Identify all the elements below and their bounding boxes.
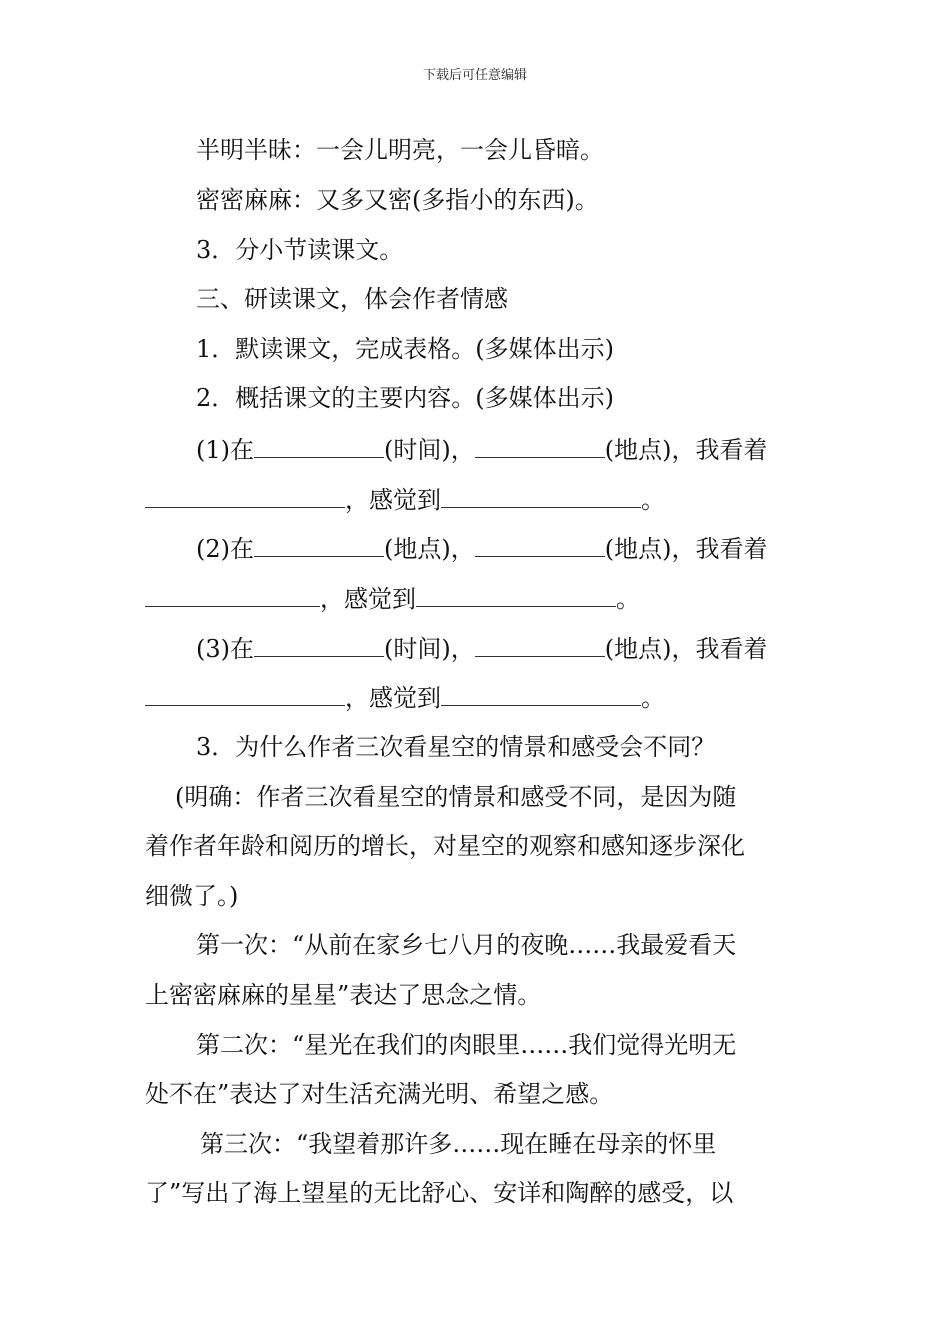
text-line: 2．概括课文的主要内容。(多媒体出示) bbox=[196, 384, 614, 412]
text-line: 1．默读课文，完成表格。(多媒体出示) bbox=[196, 335, 614, 363]
fill-in-line bbox=[196, 532, 767, 565]
text-segment: 。 bbox=[616, 585, 640, 613]
blank-field[interactable] bbox=[475, 532, 605, 557]
text-segment: (地点)，我看着 bbox=[604, 535, 768, 563]
text-segment: (时间)， bbox=[384, 635, 475, 663]
text-line: 三、研读课文，体会作者情感 bbox=[196, 285, 508, 313]
fill-in-line bbox=[145, 582, 640, 615]
fill-in-line bbox=[145, 681, 665, 714]
blank-field[interactable] bbox=[145, 483, 345, 508]
page-header: 下载后可任意编辑 bbox=[422, 68, 527, 83]
text-segment: ，感觉到 bbox=[345, 486, 441, 514]
text-segment: (地点)，我看着 bbox=[604, 436, 768, 464]
blank-field[interactable] bbox=[475, 632, 605, 657]
text-line: 半明半昧：一会儿明亮，一会儿昏暗。 bbox=[196, 136, 604, 164]
text-line: 3．为什么作者三次看星空的情景和感受会不同？ bbox=[196, 733, 716, 761]
blank-field[interactable] bbox=[441, 483, 641, 508]
fill-in-line bbox=[145, 483, 665, 516]
text-segment: 。 bbox=[641, 684, 665, 712]
blank-field[interactable] bbox=[475, 433, 605, 458]
blank-field[interactable] bbox=[254, 532, 384, 557]
blank-field[interactable] bbox=[441, 681, 641, 706]
text-line: 第一次：“从前在家乡七八月的夜晚……我最爱看天 bbox=[196, 931, 737, 959]
text-line: 细微了。) bbox=[145, 882, 239, 910]
blank-field[interactable] bbox=[145, 582, 320, 607]
blank-field[interactable] bbox=[254, 433, 384, 458]
text-line: 第三次：“我望着那许多……现在睡在母亲的怀里 bbox=[200, 1130, 717, 1158]
text-segment: 。 bbox=[641, 486, 665, 514]
text-line: 处不在”表达了对生活充满光明、希望之感。 bbox=[145, 1080, 614, 1108]
fill-in-line bbox=[196, 632, 767, 665]
text-line: (明确：作者三次看星空的情景和感受不同，是因为随 bbox=[175, 783, 737, 811]
blank-field[interactable] bbox=[254, 632, 384, 657]
text-line: 3．分小节读课文。 bbox=[196, 236, 404, 264]
text-segment: (地点)， bbox=[384, 535, 475, 563]
text-line: 着作者年龄和阅历的增长，对星空的观察和感知逐步深化 bbox=[145, 832, 745, 860]
blank-field[interactable] bbox=[416, 582, 616, 607]
text-segment: (时间)， bbox=[384, 436, 475, 464]
text-line: 第二次：“星光在我们的肉眼里……我们觉得光明无 bbox=[196, 1031, 737, 1059]
fill-in-line bbox=[196, 433, 767, 466]
text-segment: (3)在 bbox=[196, 635, 254, 663]
text-segment: ，感觉到 bbox=[345, 684, 441, 712]
text-segment: ，感觉到 bbox=[320, 585, 416, 613]
blank-field[interactable] bbox=[145, 681, 345, 706]
text-line: 密密麻麻：又多又密(多指小的东西)。 bbox=[196, 186, 599, 214]
text-segment: (1)在 bbox=[196, 436, 254, 464]
text-segment: (地点)，我看着 bbox=[604, 635, 768, 663]
text-segment: (2)在 bbox=[196, 535, 254, 563]
text-line: 了”写出了海上望星的无比舒心、安详和陶醉的感受，以 bbox=[145, 1179, 734, 1207]
text-line: 上密密麻麻的星星”表达了思念之情。 bbox=[145, 981, 542, 1009]
